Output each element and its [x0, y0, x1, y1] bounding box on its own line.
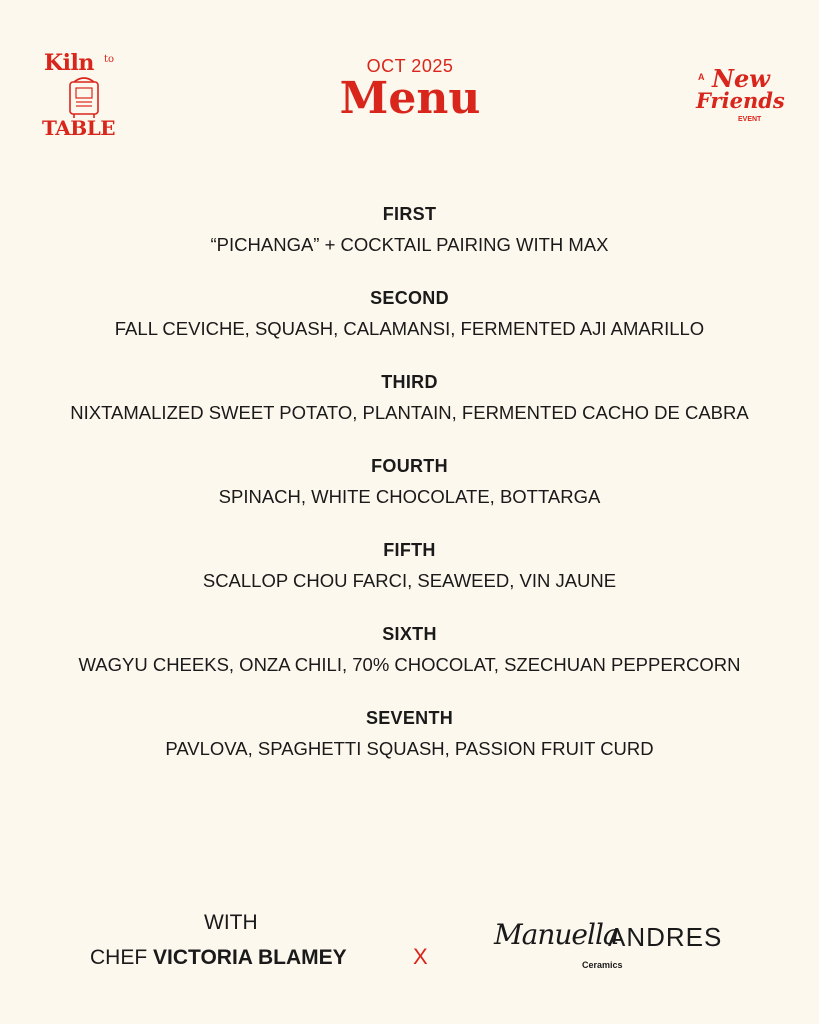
course-list	[40, 202, 779, 790]
brand-name: ANDRES	[608, 922, 723, 952]
menu-header	[300, 56, 520, 124]
footer-with: WITH	[204, 911, 258, 934]
chef-prefix: CHEF	[90, 946, 153, 969]
menu-date: OCT 2025	[366, 56, 454, 76]
footer-separator: X	[413, 944, 428, 969]
menu-title: Menu	[339, 73, 481, 124]
chef-name: VICTORIA BLAMEY	[153, 946, 347, 969]
course-description: “PICHANGA” + COCKTAIL PAIRING WITH MAX	[210, 234, 609, 255]
course-label: FIFTH	[383, 540, 436, 560]
logo-word-kiln: Kiln	[44, 50, 94, 76]
course-label: THIRD	[381, 372, 438, 392]
course-item	[40, 202, 779, 260]
logo-word-table: TABLE	[42, 116, 116, 140]
course-label: SIXTH	[382, 624, 437, 644]
course-label: FOURTH	[371, 456, 448, 476]
course-item	[40, 286, 779, 344]
course-label: SECOND	[370, 288, 449, 308]
course-label: SEVENTH	[365, 708, 454, 728]
logo-word-a: A	[698, 72, 705, 82]
course-description: WAGYU CHEEKS, ONZA CHILI, 70% CHOCOLAT, SZECHUAN PEPPERCORN	[78, 654, 741, 675]
brand-sub: Ceramics	[582, 960, 623, 970]
course-description: NIXTAMALIZED SWEET POTATO, PLANTAIN, FERMENTED CACHO DE CABRA	[70, 402, 749, 423]
course-label: FIRST	[382, 204, 437, 224]
new-friends-event-logo	[690, 64, 790, 134]
course-description: PAVLOVA, SPAGHETTI SQUASH, PASSION FRUIT CURD	[165, 738, 654, 759]
course-item	[40, 370, 779, 428]
kiln-to-table-logo	[40, 50, 130, 142]
brand-script: Manuella	[494, 918, 619, 951]
course-item	[40, 538, 779, 596]
course-item	[40, 706, 779, 764]
course-description: SCALLOP CHOU FARCI, SEAWEED, VIN JAUNE	[202, 570, 617, 591]
logo-word-friends: Friends	[696, 88, 785, 113]
logo-word-event: EVENT	[738, 116, 762, 123]
manuella-andres-logo	[494, 918, 734, 978]
course-description: FALL CEVICHE, SQUASH, CALAMANSI, FERMENTED AJI AMARILLO	[114, 318, 705, 339]
course-item	[40, 622, 779, 680]
logo-word-to: to	[104, 54, 115, 65]
kiln-icon	[64, 76, 104, 118]
course-item	[40, 454, 779, 512]
logo-word-new: New	[712, 64, 770, 93]
footer-chef	[90, 946, 347, 970]
course-description: SPINACH, WHITE CHOCOLATE, BOTTARGA	[218, 486, 601, 507]
